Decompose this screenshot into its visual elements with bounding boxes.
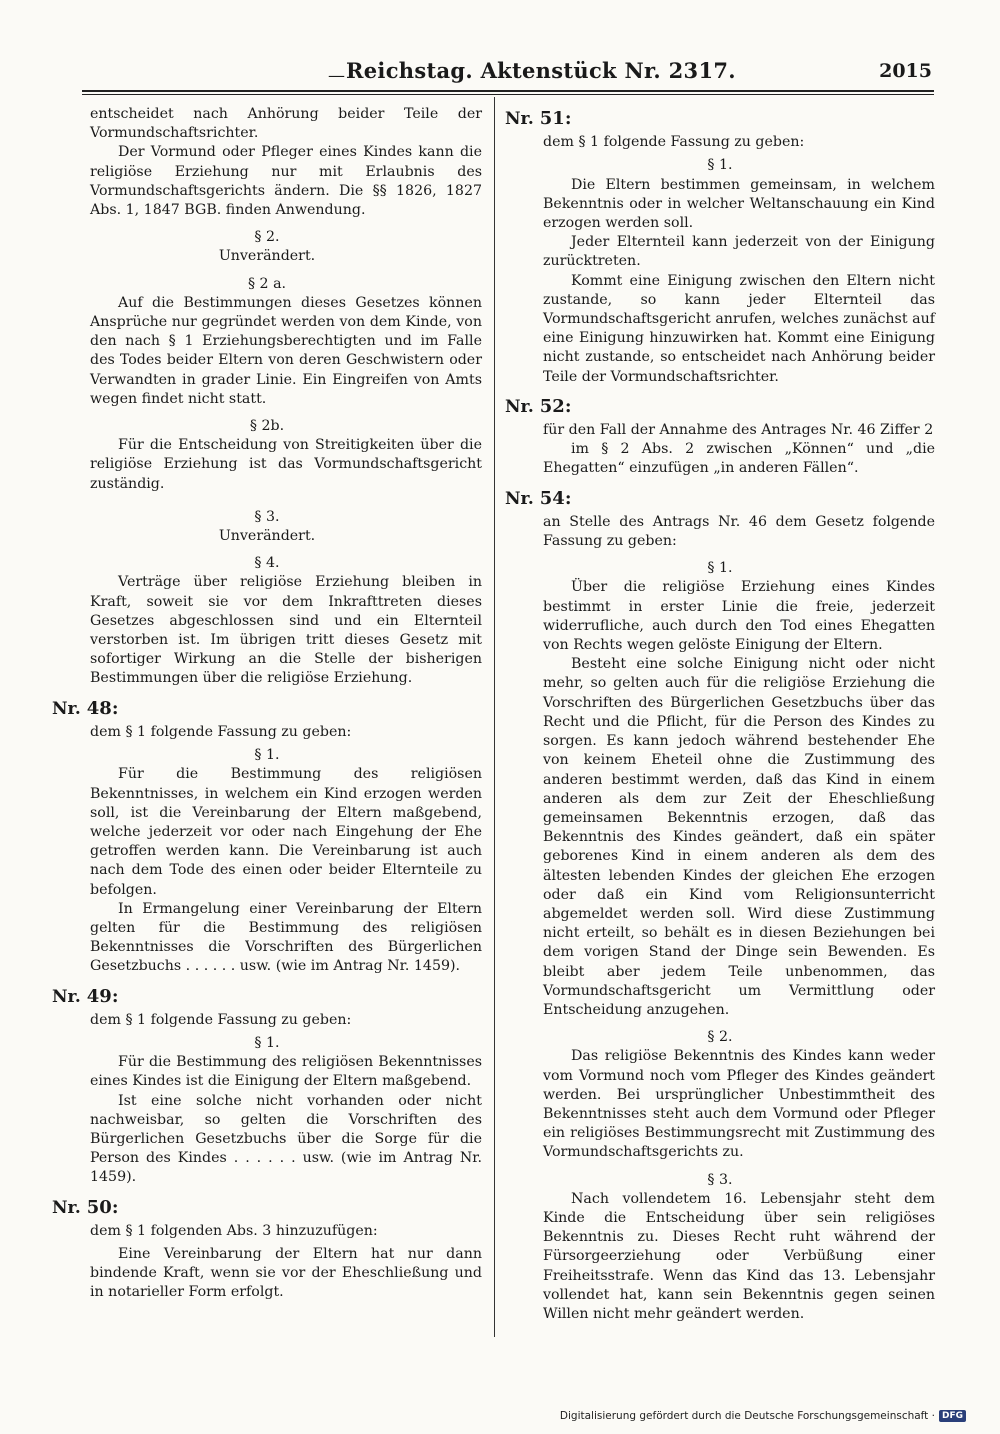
section-heading: § 1. [254,1034,280,1051]
section-heading: § 3. [707,1171,733,1188]
amendment-number: Nr. 48: [52,697,119,719]
paragraph: Ist eine solche nicht vorhanden oder nicht nachweisbar, so gelten die Vorschriften des Bürgerlichen Gesetzbuchs über die Sorge für die Person des Kindes . . . . . . usw. (wie im Antrag Nr. 1459). [90,1092,482,1186]
amendment-number: Nr. 50: [52,1196,119,1218]
digitization-footer [560,1410,966,1422]
section-heading: § 4. [254,555,280,572]
paragraph: Nach vollendetem 16. Lebensjahr steht dem Kinde die Entscheidung über sein religiöses Bekenntnis zu. Dieses Recht ruht während der Fürsorgeerziehung oder Verbüßung einer Freiheitsstrafe. Wenn das Kind das 13. Lebensjahr vollendet hat, kann sein Bekenntnis gegen seinen Willen nicht mehr geändert werden. [543,1190,935,1322]
dfg-logo: DFG [939,1410,966,1422]
section-heading: § 1. [707,560,733,577]
paragraph: Über die religiöse Erziehung eines Kindes bestimmt in erster Linie die freie, jederzeit widerrufliche, auch durch den Tod eines Ehegatten von Rechts wegen gelöste Einigung der Eltern. [543,579,935,654]
amendment-number: Nr. 52: [505,395,572,417]
page-header [0,58,1000,88]
section-heading: § 1. [707,157,733,174]
paragraph: Für die Bestimmung des religiösen Bekenntnisses eines Kindes ist die Einigung der Eltern maßgebend. [90,1054,482,1090]
paragraph: Eine Vereinbarung der Eltern hat nur dann bindende Kraft, wenn sie vor der Eheschließung und in notarieller Form erfolgt. [90,1245,482,1301]
amendment-intro: für den Fall der Annahme des Antrages Nr. 46 Ziffer 2 [543,422,934,439]
paragraph: Der Vormund oder Pfleger eines Kindes kann die religiöse Erziehung nur mit Erlaubnis des Vormundschaftsgerichts ändern. Die §§ 1826, 1827 Abs. 1, 1847 BGB. finden Anwendung. [90,144,482,219]
paragraph: Verträge über religiöse Erziehung bleiben in Kraft, soweit sie vor dem Inkrafttreten dieses Gesetzes abgeschlossen sind und ein Elternteil verstorben ist. Im übrigen tritt dieses Gesetz mit sofortiger Wirkung an die Stelle der bisherigen Bestimmungen über die religiöse Erziehung. [90,574,482,687]
paragraph: Kommt eine Einigung zwischen den Eltern nicht zustande, so kann jeder Elternteil das Vormundschaftsgericht anrufen, welches zunächst auf eine Einigung hinzuwirken hat. Kommt eine Einigung nicht zustande, so entscheidet nach Anhörung beider Teile der Vormundschaftsrichter. [543,272,935,385]
column-divider [494,97,495,1337]
paragraph: Die Eltern bestimmen gemeinsam, in welchem Bekenntnis oder in welcher Weltanschauung ein Kind erzogen werden soll. [543,176,935,232]
section-heading: § 3. [254,508,280,525]
paragraph: im § 2 Abs. 2 zwischen „Können“ und „die Ehegatten“ einzufügen „in anderen Fällen“. [543,441,935,477]
paragraph: entscheidet nach Anhörung beider Teile der Vormundschaftsrichter. [90,106,482,142]
right-column [505,105,935,1324]
section-heading: § 2 a. [247,275,287,292]
section-heading: § 2b. [249,418,285,435]
section-heading: § 1. [254,747,280,764]
paragraph: Auf die Bestimmungen dieses Gesetzes können Ansprüche nur gegründet werden von dem Kinde, von den nach § 1 Erziehungsberechtigten und im Falle des Todes beider Eltern von deren Geschwistern oder Verwandten in grader Linie. Ein Eingreifen von Amts wegen findet nicht statt. [90,294,482,407]
paragraph: Besteht eine solche Einigung nicht oder nicht mehr, so gelten auch für die religiöse Erziehung die Vorschriften des Bürgerlichen Gesetzbuchs über das Recht und die Pflicht, für die Person des Kindes zu sorgen. Es kann jedoch während bestehender Ehe von keinem Eheteil ohne die Zustimmung des anderen bestimmt werden, daß das Kind in einem anderen als dem zur Zeit der Eheschließung gemeinsamen Bekenntnis erzogen, daß das Bekenntnis des Kindes geändert, daß ein später geborenes Kind in einem anderen als dem des ältesten lebenden Kindes der gleichen Ehe erzogen oder daß ein Kind vom Religionsunterricht abgemeldet werden soll. Wird diese Zustimmung nicht erteilt, so behält es in diesen Beziehungen bei dem vorigen Stand der Dinge sein Bewenden. Es bleibt aber jedem Teile unbenommen, das Vormundschaftsgericht um Vermittlung oder Entscheidung anzugehen. [543,656,935,1018]
amendment-number: Nr. 51: [505,108,572,129]
paragraph: Das religiöse Bekenntnis des Kindes kann weder vom Vormund noch vom Pfleger des Kindes geändert werden. Bei ursprünglicher Unbestimmtheit des Bekenntnisses steht auch dem Vormund oder Pfleger ein religiöses Bestimmungsrecht mit Zustimmung des Vormundschaftsgerichts zu. [543,1048,935,1161]
left-column [52,105,482,1303]
paragraph: In Ermangelung einer Vereinbarung der Eltern gelten für die Bestimmung des religiösen Bekenntnisses die Vorschriften des Bürgerlichen Gesetzbuchs . . . . . . usw. (wie im Antrag Nr. 1459). [90,900,482,975]
amendment-number: Nr. 54: [505,487,572,509]
paragraph: Für die Entscheidung von Streitigkeiten über die religiöse Erziehung ist das Vormundschaftsgericht zuständig. [90,437,482,492]
amendment-number: Nr. 49: [52,985,119,1007]
amendment-intro: dem § 1 folgenden Abs. 3 hinzuzufügen: [90,1222,378,1239]
running-title: Reichstag. Aktenstück Nr. 2317. [346,58,736,83]
header-rule-thin [82,94,934,95]
header-rule [82,90,934,92]
amendment-intro: dem § 1 folgende Fassung zu geben: [90,723,352,740]
section-heading: § 2. [707,1029,733,1046]
section-heading: § 2. [254,229,280,246]
amendment-intro: dem § 1 folgende Fassung zu geben: [543,134,805,151]
amendment-intro: an Stelle des Antrags Nr. 46 dem Gesetz folgende Fassung zu geben: [543,513,935,550]
header-dash: — [328,66,345,86]
page-number: 2015 [879,60,932,82]
amendment-intro: dem § 1 folgende Fassung zu geben: [90,1011,352,1028]
section-text: Unverändert. [218,528,316,545]
section-text: Unverändert. [218,248,316,265]
paragraph: Für die Bestimmung des religiösen Bekenntnisses, in welchem ein Kind erzogen werden soll, ist die Vereinbarung der Eltern maßgebend, welche jederzeit vor oder nach Eingehung der Ehe getroffen werden kann. Die Vereinbarung ist auch nach dem Tode des einen oder beider Elternteile zu befolgen. [90,766,482,898]
paragraph: Jeder Elternteil kann jederzeit von der Einigung zurücktreten. [543,234,935,270]
footer-text: Digitalisierung gefördert durch die Deutsche Forschungsgemeinschaft · [559,1410,935,1422]
